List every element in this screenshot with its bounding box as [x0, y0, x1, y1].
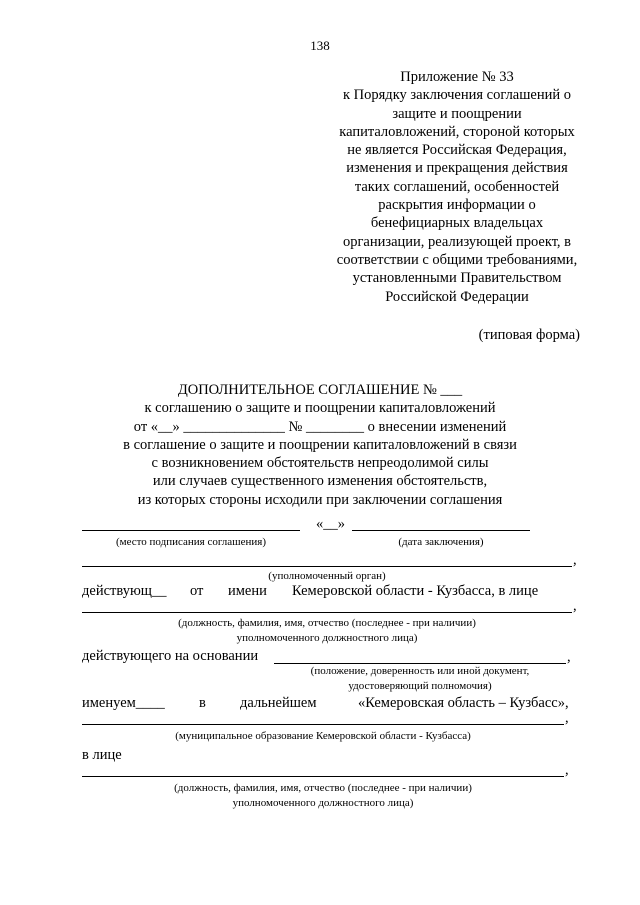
- appendix-line: к Порядку заключения соглашений о: [343, 87, 571, 104]
- page-number: 138: [310, 38, 330, 53]
- acting-word: действующ__: [82, 583, 167, 599]
- title-line: к соглашению о защите и поощрении капиталовложений: [144, 400, 496, 417]
- caption-authority: (уполномоченный орган): [268, 570, 386, 582]
- authority-field-line[interactable]: [82, 566, 572, 567]
- comma: ,: [567, 649, 571, 665]
- appendix-block: [322, 68, 592, 306]
- title-line: из которых стороны исходили при заключении соглашения: [137, 491, 503, 508]
- in-person-label: в лице: [82, 747, 122, 763]
- comma: ,: [565, 762, 569, 778]
- official-field-line[interactable]: [82, 612, 572, 613]
- caption-official-line-2: уполномоченного должностного лица): [236, 632, 418, 644]
- caption-official-line-1: (должность, фамилия, имя, отчество (последнее - при наличии): [178, 617, 476, 629]
- municipality-field-line[interactable]: [82, 724, 564, 725]
- caption-place: (место подписания соглашения): [115, 536, 267, 548]
- acting-word: имени: [228, 583, 267, 599]
- caption-official-2-line-2: уполномоченного должностного лица): [232, 797, 414, 809]
- title-line: или случаев существенного изменения обстоятельств,: [152, 473, 488, 490]
- named-word: «Кемеровская область – Кузбасс»,: [358, 695, 569, 711]
- named-word: именуем____: [82, 695, 165, 711]
- title-line: с возникновением обстоятельств непреодолимой силы: [151, 455, 489, 472]
- title-heading: ДОПОЛНИТЕЛЬНОЕ СОГЛАШЕНИЕ № ___: [177, 382, 463, 398]
- acting-word: Кемеровской области - Кузбасса, в лице: [292, 583, 539, 599]
- appendix-line: организации, реализующей проект, в: [342, 233, 572, 250]
- comma: ,: [573, 552, 577, 568]
- title-line: от «__» ______________ № ________ о внесении изменений: [133, 418, 507, 435]
- named-word: в: [199, 695, 206, 711]
- caption-municipality: (муниципальное образование Кемеровской области - Кузбасса): [175, 730, 471, 742]
- caption-official-2-line-1: (должность, фамилия, имя, отчество (последнее - при наличии): [174, 782, 472, 794]
- comma: ,: [565, 710, 569, 726]
- appendix-line: раскрытия информации о: [378, 197, 536, 214]
- appendix-line: бенефициарных владельцах: [370, 215, 544, 232]
- appendix-line: изменения и прекращения действия: [346, 160, 568, 177]
- appendix-line: защите и поощрении: [392, 105, 522, 122]
- agreement-title: [60, 381, 580, 509]
- appendix-line: Российской Федерации: [385, 288, 529, 305]
- acting-word: от: [190, 583, 204, 599]
- form-type-label: (типовая форма): [478, 327, 580, 343]
- place-field-line[interactable]: [82, 530, 300, 531]
- named-word: дальнейшем: [240, 695, 317, 711]
- acting-basis-label: действующего на основании: [82, 648, 259, 664]
- appendix-line: Приложение № 33: [400, 69, 514, 85]
- date-day-quotes: «__»: [316, 516, 345, 532]
- appendix-line: капиталовложений, стороной которых: [339, 123, 575, 140]
- caption-document-line-1: (положение, доверенность или иной документ,: [310, 665, 530, 677]
- appendix-line: соответствии с общими требованиями,: [336, 251, 578, 268]
- official-2-field-line[interactable]: [82, 776, 564, 777]
- caption-document-line-2: удостоверяющий полномочия): [348, 680, 492, 692]
- title-line: в соглашение о защите и поощрении капиталовложений в связи: [123, 436, 517, 453]
- comma: ,: [573, 598, 577, 614]
- caption-date: (дата заключения): [398, 536, 484, 548]
- appendix-line: не является Российская Федерация,: [347, 142, 567, 159]
- date-field-line[interactable]: [352, 530, 530, 531]
- appendix-line: установленными Правительством: [352, 270, 562, 287]
- appendix-line: таких соглашений, особенностей: [354, 178, 560, 195]
- basis-field-line[interactable]: [274, 663, 566, 664]
